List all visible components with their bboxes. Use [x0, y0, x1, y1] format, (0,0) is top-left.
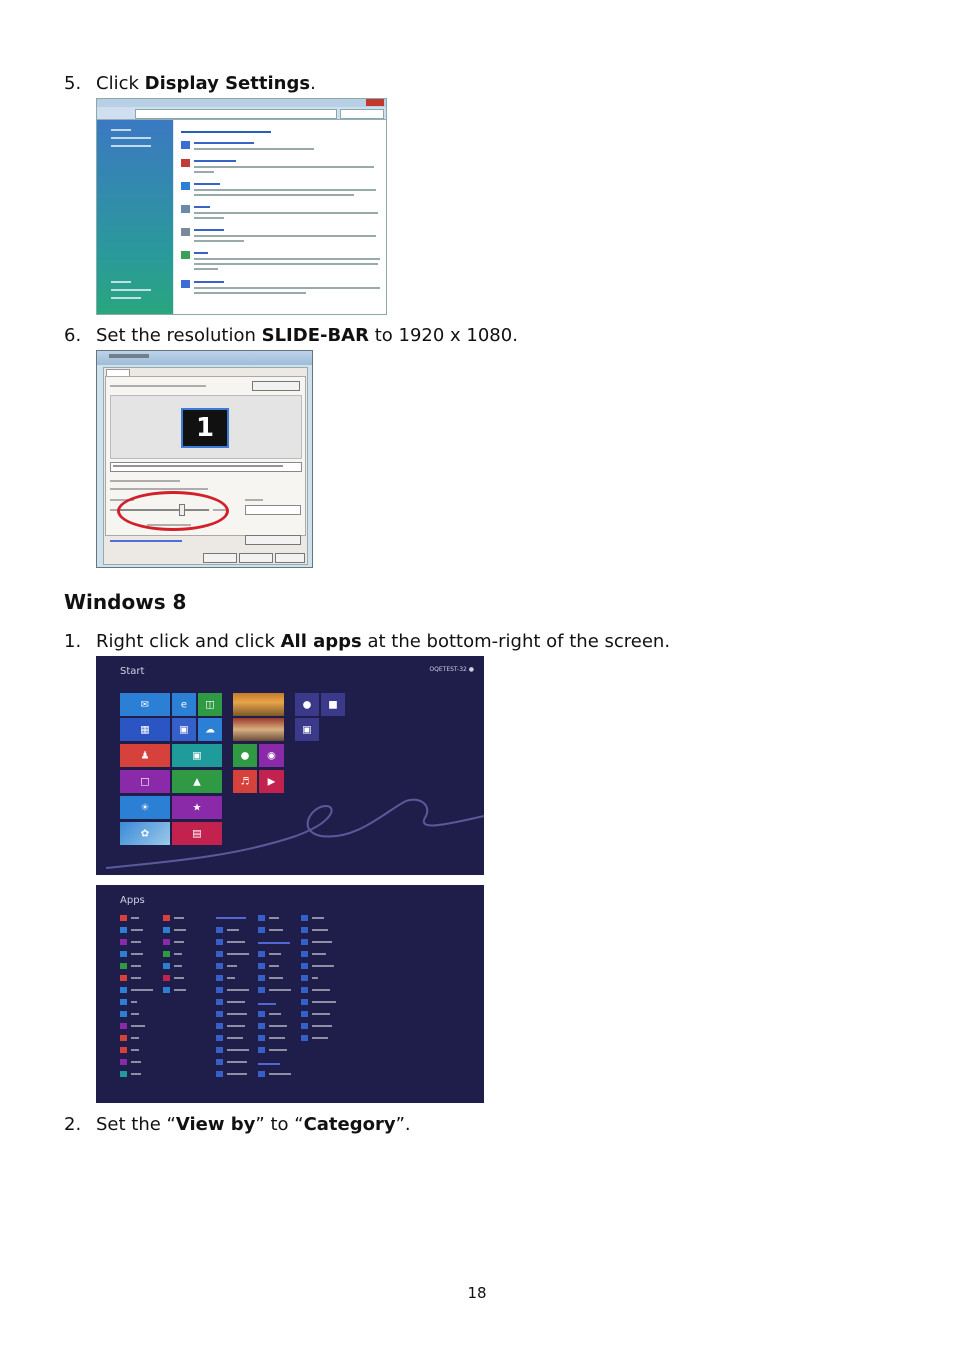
app-icon[interactable]: [258, 1035, 265, 1041]
group-header: [258, 1063, 280, 1065]
app-icon[interactable]: [301, 987, 308, 993]
step-text-end: to 1920 x 1080.: [368, 325, 518, 346]
app-icon[interactable]: [216, 1023, 223, 1029]
app-label: [174, 917, 184, 919]
app-label: [131, 989, 153, 991]
games-tile[interactable]: [233, 744, 257, 767]
option-desc: [194, 189, 376, 191]
app-icon[interactable]: [258, 927, 265, 933]
app-label: [131, 1037, 139, 1039]
option-desc: [194, 292, 306, 294]
sidebar-text-line: [111, 129, 131, 131]
windows-performance-tile[interactable]: [321, 693, 345, 716]
option-desc: [194, 240, 244, 242]
app-label: [227, 941, 245, 943]
app-icon[interactable]: [301, 939, 308, 945]
app-label: [227, 929, 239, 931]
app-label: [131, 1013, 139, 1015]
app-label: [269, 977, 283, 979]
app-label: [269, 953, 281, 955]
app-icon[interactable]: [120, 927, 127, 933]
option-desc: [194, 268, 218, 270]
app-label: [227, 1013, 247, 1015]
win8-apps-screenshot: [96, 885, 484, 1103]
step-text-mid: ” to “: [255, 1114, 304, 1135]
app-icon[interactable]: [258, 963, 265, 969]
cancel-button[interactable]: [239, 553, 273, 563]
option-desc: [194, 194, 354, 196]
option-desc: [194, 166, 374, 168]
app-icon[interactable]: [120, 951, 127, 957]
sports-tile[interactable]: [172, 796, 222, 819]
music-tile[interactable]: [233, 770, 257, 793]
option-desc: [194, 287, 380, 289]
app-label: [227, 1049, 249, 1051]
finance-icon: ▲: [193, 776, 201, 787]
step-text: Set the “: [96, 1114, 176, 1135]
app-label: [174, 941, 184, 943]
step-text-end: .: [310, 73, 316, 94]
app-label: [174, 965, 182, 967]
app-icon[interactable]: [163, 963, 170, 969]
app-icon[interactable]: [216, 1035, 223, 1041]
pane-heading: [181, 131, 271, 133]
option-desc: [194, 258, 380, 260]
step-bold-2: Category: [303, 1114, 396, 1135]
mail-tile[interactable]: [120, 693, 170, 716]
ie-icon: e: [180, 699, 188, 710]
app-label: [174, 953, 182, 955]
display-settings-icon: [181, 280, 190, 288]
camera-icon: ◉: [267, 750, 276, 761]
win8-step-1: [64, 631, 670, 653]
main-monitor-checkbox[interactable]: [110, 480, 180, 482]
theme-icon: [181, 141, 190, 149]
app-icon[interactable]: [258, 1011, 265, 1017]
app-label: [131, 1001, 137, 1003]
app-label: [227, 1073, 247, 1075]
option-desc: [194, 263, 378, 265]
user-account[interactable]: OQETEST-32 ●: [429, 666, 474, 673]
app-label: [269, 1013, 281, 1015]
app-tile[interactable]: [295, 693, 319, 716]
user-name: OQETEST-32: [429, 666, 467, 673]
app-label: [312, 953, 326, 955]
extend-desktop-checkbox[interactable]: [110, 488, 208, 490]
app-icon[interactable]: [216, 927, 223, 933]
app-icon[interactable]: [120, 999, 127, 1005]
travel-tile[interactable]: [233, 693, 284, 716]
app-icon[interactable]: [163, 975, 170, 981]
app-icon[interactable]: [216, 1047, 223, 1053]
option-link: [194, 252, 208, 254]
app-icon[interactable]: [120, 1035, 127, 1041]
sounds-icon: [181, 205, 190, 213]
app-icon: ●: [302, 699, 312, 710]
app-label: [131, 965, 141, 967]
screen-saver-icon: [181, 182, 190, 190]
app-label: [131, 929, 143, 931]
identify-monitors-button[interactable]: [252, 381, 300, 391]
app-icon[interactable]: [216, 939, 223, 945]
app-icon[interactable]: [258, 1023, 265, 1029]
app-label: [269, 1025, 287, 1027]
monitor-select-text: [113, 465, 283, 467]
travel-photo-tile[interactable]: [233, 718, 284, 741]
step-number: 2.: [64, 1114, 82, 1135]
app-icon[interactable]: [163, 915, 170, 921]
app-icon[interactable]: [216, 1059, 223, 1065]
desktop-tile[interactable]: [120, 822, 170, 845]
sun-icon: ☀: [140, 802, 150, 813]
app-icon[interactable]: [216, 1011, 223, 1017]
group-header: [216, 917, 246, 919]
step-text: Right click and click: [96, 631, 281, 652]
start-title: Start: [120, 666, 145, 677]
app-icon[interactable]: [120, 963, 127, 969]
advanced-settings-button[interactable]: [245, 535, 301, 545]
option-link: [194, 183, 220, 185]
app-label: [269, 929, 283, 931]
sidebar-text-line: [111, 145, 151, 147]
camera-tile[interactable]: [259, 744, 284, 767]
close-icon: [366, 99, 384, 106]
mouse-pointers-icon: [181, 228, 190, 236]
app-icon[interactable]: [301, 963, 308, 969]
app-icon[interactable]: [120, 1059, 127, 1065]
messaging-icon: □: [140, 776, 150, 787]
app-label: [131, 953, 143, 955]
store-tile[interactable]: [198, 693, 222, 716]
app-label: [312, 989, 330, 991]
app-icon[interactable]: [258, 951, 265, 957]
option-desc: [194, 235, 376, 237]
display-settings-screenshot: [96, 350, 313, 568]
app-icon[interactable]: [216, 1071, 223, 1077]
option-desc: [194, 212, 378, 214]
app-icon[interactable]: [120, 1047, 127, 1053]
app-icon[interactable]: [120, 939, 127, 945]
store-icon: ◫: [205, 699, 215, 710]
app-icon[interactable]: [258, 987, 265, 993]
app-icon[interactable]: [216, 999, 223, 1005]
calendar-tile[interactable]: [120, 718, 170, 741]
app-label: [174, 989, 186, 991]
messaging-tile[interactable]: [120, 770, 170, 793]
photos-tile[interactable]: [172, 744, 222, 767]
monitor-1-icon[interactable]: 1: [181, 408, 229, 448]
step-number: 6.: [64, 325, 82, 346]
app-label: [312, 1001, 336, 1003]
option-link: [194, 206, 210, 208]
news-tile[interactable]: [172, 822, 222, 845]
app-label: [312, 917, 324, 919]
step-bold: View by: [175, 1114, 256, 1135]
app-label: [174, 977, 184, 979]
app-icon[interactable]: [120, 975, 127, 981]
option-desc: [194, 171, 214, 173]
app-icon[interactable]: [301, 915, 308, 921]
instruction-text: [110, 385, 206, 387]
app-label: [312, 1025, 332, 1027]
app-label: [131, 1025, 145, 1027]
step-text-end: ”.: [395, 1114, 411, 1135]
app-icon[interactable]: [258, 1071, 265, 1077]
step-text-end: at the bottom-right of the screen.: [361, 631, 671, 652]
flower-icon: ✿: [140, 828, 150, 839]
sidebar-text-line: [111, 281, 131, 283]
app-icon[interactable]: [258, 975, 265, 981]
app-label: [269, 1049, 287, 1051]
sidebar-text-line: [111, 297, 141, 299]
app-icon[interactable]: [120, 1071, 127, 1077]
performance-icon: ■: [328, 699, 338, 710]
search-box: [340, 109, 384, 119]
app-label: [227, 989, 249, 991]
app-icon[interactable]: [163, 939, 170, 945]
app-label: [227, 1025, 245, 1027]
app-label: [131, 917, 139, 919]
app-label: [131, 977, 141, 979]
personalization-screenshot: [96, 98, 387, 315]
video-tile[interactable]: [259, 770, 284, 793]
app-label: [131, 1061, 141, 1063]
app-label: [227, 977, 235, 979]
maps-tile[interactable]: [172, 718, 196, 741]
app-icon[interactable]: [301, 1023, 308, 1029]
step-6: [64, 325, 518, 347]
app-label: [269, 917, 279, 919]
app-icon[interactable]: [216, 987, 223, 993]
slider-highlight-circle: [117, 491, 229, 531]
video-icon: ▶: [267, 776, 276, 787]
group-header: [258, 1003, 276, 1005]
window-icon: ▣: [302, 724, 312, 735]
weather-tile[interactable]: [120, 796, 170, 819]
app-icon[interactable]: [258, 1047, 265, 1053]
app-icon[interactable]: [120, 987, 127, 993]
app-icon[interactable]: [216, 975, 223, 981]
option-link: [194, 160, 236, 162]
colors-select[interactable]: [245, 505, 301, 515]
app-label: [269, 989, 291, 991]
calendar-icon: ▦: [140, 724, 150, 735]
desktop-background-icon: [181, 159, 190, 167]
step-text: Set the resolution: [96, 325, 262, 346]
app-label: [312, 965, 334, 967]
photos-icon: ▣: [192, 750, 202, 761]
sidebar-text-line: [111, 289, 151, 291]
people-tile[interactable]: [120, 744, 170, 767]
app-label: [131, 1049, 139, 1051]
address-box: [135, 109, 337, 119]
app-icon[interactable]: [301, 999, 308, 1005]
app-label: [312, 1037, 328, 1039]
app-label: [227, 1001, 245, 1003]
app-label: [131, 1073, 141, 1075]
news-icon: ▤: [192, 828, 202, 839]
step-bold: SLIDE-BAR: [261, 325, 369, 346]
app-label: [227, 1037, 243, 1039]
window-titlebar: [97, 99, 386, 107]
app-label: [131, 941, 141, 943]
step-bold: Display Settings: [144, 73, 311, 94]
option-link: [194, 229, 224, 231]
theme-icon: [181, 251, 190, 259]
app-label: [312, 1013, 330, 1015]
app-icon[interactable]: [258, 915, 265, 921]
people-icon: ♟: [140, 750, 150, 761]
app-icon[interactable]: [120, 915, 127, 921]
step-bold: All apps: [280, 631, 362, 652]
group-header: [258, 942, 290, 944]
app-label: [227, 1061, 247, 1063]
colors-label: [245, 499, 263, 501]
app-label: [269, 1073, 291, 1075]
page-number: 18: [467, 1284, 487, 1302]
step-text: Click: [96, 73, 145, 94]
headphones-icon: ♬: [240, 776, 250, 787]
app-label: [269, 1037, 285, 1039]
app-icon[interactable]: [301, 1035, 308, 1041]
ie-tile[interactable]: [172, 693, 196, 716]
win8-step-2: [64, 1114, 411, 1136]
win8-start-screenshot: [96, 656, 484, 875]
step-number: 1.: [64, 631, 82, 652]
app-label: [312, 941, 332, 943]
app-label: [312, 977, 318, 979]
apply-button[interactable]: [275, 553, 305, 563]
finance-tile[interactable]: [172, 770, 222, 793]
monitor-select[interactable]: [110, 462, 302, 472]
maps-icon: ▣: [179, 724, 189, 735]
app-label: [312, 929, 328, 931]
section-heading: Windows 8: [64, 590, 187, 614]
task-sidebar: [97, 120, 173, 315]
cloud-icon: ☁: [205, 724, 215, 735]
app-icon[interactable]: [163, 951, 170, 957]
display-settings-link[interactable]: [194, 281, 224, 283]
app-icon[interactable]: [216, 951, 223, 957]
mail-icon: ✉: [140, 699, 150, 710]
app-icon[interactable]: [216, 963, 223, 969]
app-label: [227, 965, 237, 967]
app-icon[interactable]: [301, 927, 308, 933]
help-link[interactable]: [110, 540, 182, 542]
app-label: [227, 953, 249, 955]
ok-button[interactable]: [203, 553, 237, 563]
app-icon[interactable]: [163, 927, 170, 933]
option-link: [194, 142, 254, 144]
step-number: 5.: [64, 73, 82, 94]
window-title-text: [109, 354, 149, 358]
step-5: [64, 73, 316, 95]
app-label: [269, 965, 279, 967]
option-desc: [194, 217, 224, 219]
apps-title: Apps: [120, 895, 145, 906]
app-label: [174, 929, 186, 931]
app-icon[interactable]: [301, 975, 308, 981]
app-icon[interactable]: [163, 987, 170, 993]
gamepad-icon: ●: [240, 750, 250, 761]
app-icon[interactable]: [120, 1011, 127, 1017]
skydrive-tile[interactable]: [198, 718, 222, 741]
sidebar-text-line: [111, 137, 151, 139]
trophy-icon: ★: [192, 802, 202, 813]
app-icon[interactable]: [301, 951, 308, 957]
app-icon[interactable]: [301, 1011, 308, 1017]
app-icon[interactable]: [120, 1023, 127, 1029]
option-desc: [194, 148, 314, 150]
windows-tile[interactable]: [295, 718, 319, 741]
